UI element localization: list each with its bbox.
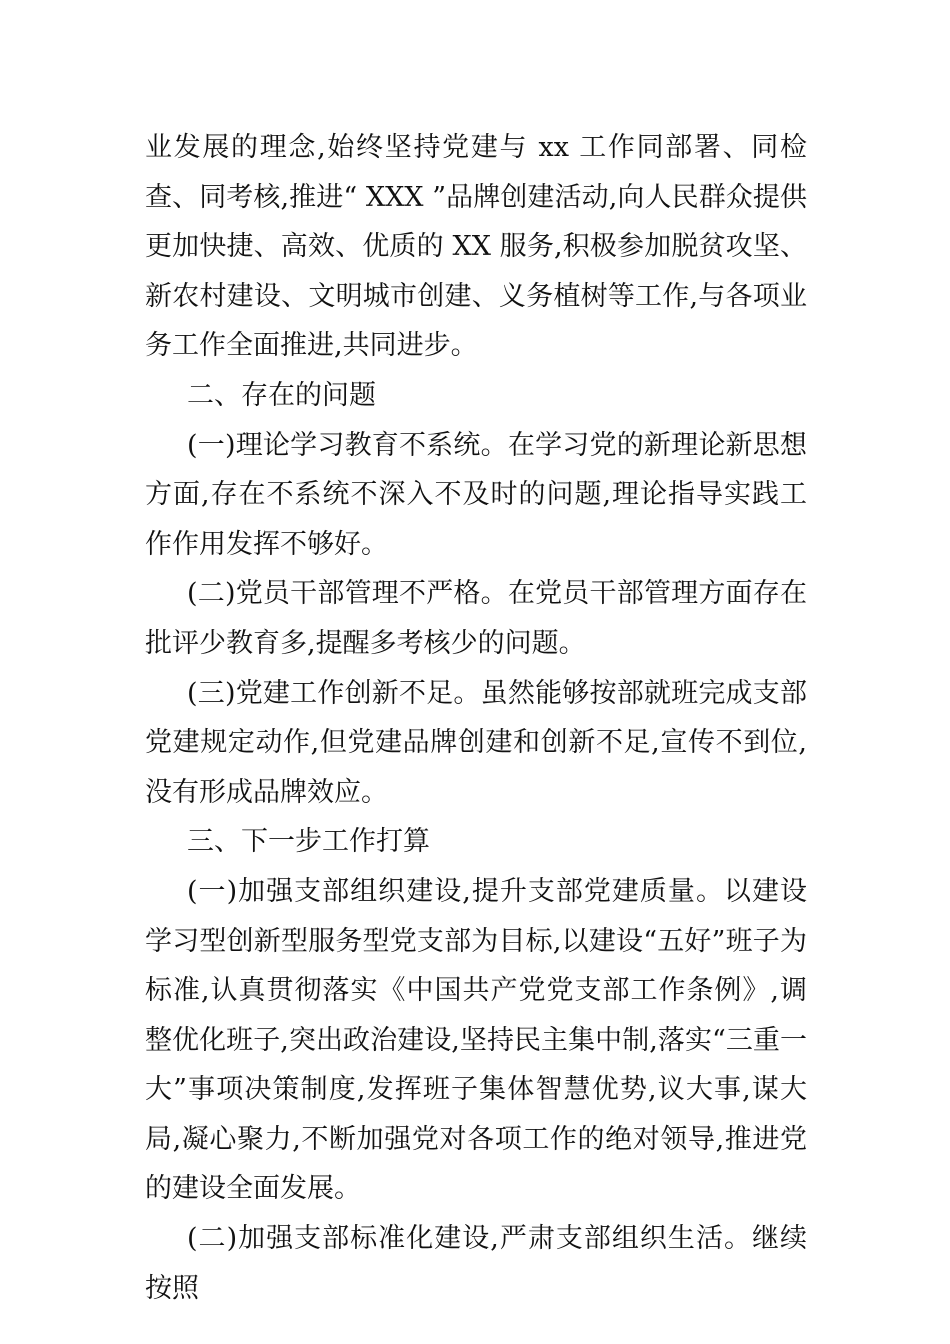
- paragraph-continuation: 业发展的理念,始终坚持党建与 xx 工作同部署、同检查、同考核,推进“ XXX ”品牌创建活动,向人民群众提供更加快捷、高效、优质的 XX 服务,积极参加脱贫攻坚、新农村建设、文明城市创建、义务植树等工作,与各项业务工作全面推进,共同进步。: [145, 132, 807, 362]
- paragraph-problem-1: (一)理论学习教育不系统。在学习党的新理论新思想方面,存在不系统不深入不及时的问题,理论指导实践工作作用发挥不够好。: [145, 429, 807, 560]
- paragraph-problem-2: (二)党员干部管理不严格。在党员干部管理方面存在批评少教育多,提醒多考核少的问题。: [145, 578, 807, 659]
- paragraph-problem-3: (三)党建工作创新不足。虽然能够按部就班完成支部党建规定动作,但党建品牌创建和创新不足,宣传不到位,没有形成品牌效应。: [145, 677, 807, 808]
- paragraph-plan-1: (一)加强支部组织建设,提升支部党建质量。以建设学习型创新型服务型党支部为目标,以建设“五好”班子为标准,认真贯彻落实《中国共产党党支部工作条例》,调整优化班子,突出政治建设,坚持民主集中制,落实“三重一大”事项决策制度,发挥班子集体智慧优势,议大事,谋大局,凝心聚力,不断加强党对各项工作的绝对领导,推进党的建设全面发展。: [145, 875, 807, 1205]
- section-heading-next-steps: 三、下一步工作打算: [187, 826, 430, 858]
- document-page: [145, 123, 807, 1313]
- section-heading-problems: 二、存在的问题: [187, 379, 376, 411]
- paragraph-plan-2: (二)加强支部标准化建设,严肃支部组织生活。继续按照: [145, 1223, 807, 1304]
